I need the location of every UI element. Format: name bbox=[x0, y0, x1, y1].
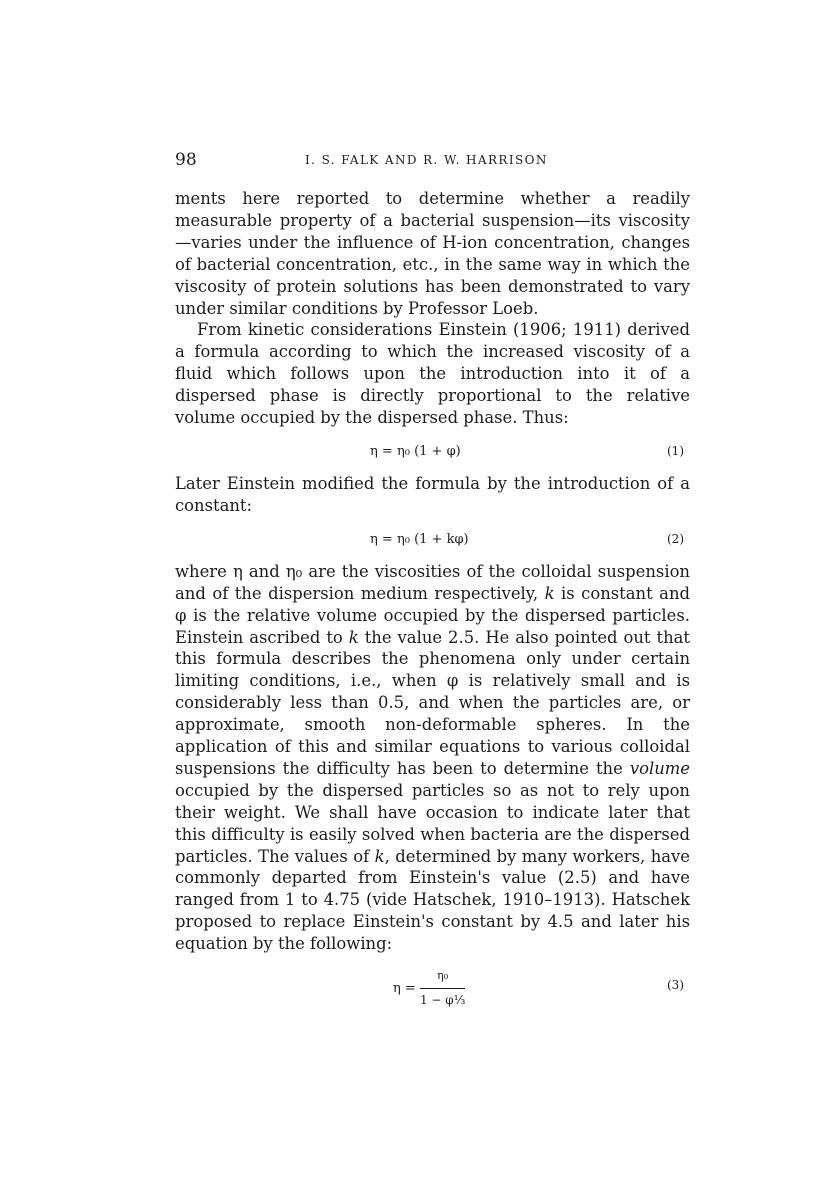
variable-k: k bbox=[348, 627, 359, 647]
paragraph-1: ments here reported to determine whether a readily measurable property of a bacterial suspension—its viscosity—varies under the influence of H-ion concentration, changes of bacterial concentration, etc., in the same way in which the viscosity of protein solutions has been demonstrated to vary under similar conditions by Professor Loeb. bbox=[175, 189, 690, 318]
paragraph-4-text-c: the value 2.5. He also pointed out that this formula describes the phenomena only under certain limiting conditions, i.e., when φ is relatively small and is considerably less than 0.5, and when the particles are, or approximate, smooth non-deformable spheres. In the application of this and similar equations to various colloidal suspensions the difficulty has been to determine the bbox=[175, 627, 690, 778]
paragraph-4-text-a: where η and η₀ are the viscosities of the colloidal suspension and of the dispersion medium respectively, bbox=[175, 561, 690, 603]
equation-1 bbox=[175, 433, 690, 469]
paragraph-2: From kinetic considerations Einstein (1906; 1911) derived a formula according to which the increased viscosity of a fluid which follows upon the introduction into it of a dispersed phase is directly proportional to the relative volume occupied by the dispersed phase. Thus: bbox=[175, 320, 690, 428]
paragraph-4-text-b: is constant and φ is the relative volume occupied by the dispersed particles. Einstein ascribed to bbox=[175, 583, 691, 647]
equation-3-fraction bbox=[420, 965, 465, 1012]
equation-2-expression: η = η₀ (1 + kφ) bbox=[370, 531, 469, 547]
paragraph-4-text-e: , determined by many workers, have commonly departed from Einstein's value (2.5) and have ranged from 1 to 4.75 (vide Hatschek, 1910–1913). Hatschek proposed to replace Einstein's constant by 4.5 and later his equation by the following: bbox=[175, 846, 690, 954]
paragraph-4-text-d: occupied by the dispersed particles so as not to rely upon their weight. We shall have occasion to indicate later that this difficulty is easily solved when bacteria are the dispersed particles. The values of bbox=[175, 780, 690, 866]
equation-1-expression: η = η₀ (1 + φ) bbox=[370, 443, 461, 459]
equation-3 bbox=[175, 963, 690, 1007]
equation-3-numerator: η₀ bbox=[420, 965, 465, 989]
variable-k: k bbox=[544, 583, 555, 603]
equation-3-expression bbox=[393, 965, 465, 1012]
page-number: 98 bbox=[175, 150, 197, 170]
page-header bbox=[175, 150, 690, 174]
equation-3-number: (3) bbox=[667, 978, 684, 993]
equation-1-number: (1) bbox=[667, 443, 684, 458]
equation-2 bbox=[175, 521, 690, 557]
paragraph-4 bbox=[175, 561, 690, 955]
running-head: I. S. FALK AND R. W. HARRISON bbox=[305, 153, 548, 167]
paragraph-3: Later Einstein modified the formula by the introduction of a constant: bbox=[175, 473, 690, 515]
equation-3-lhs: η = bbox=[393, 981, 416, 996]
body-text bbox=[175, 188, 690, 1011]
equation-2-number: (2) bbox=[667, 531, 684, 546]
equation-3-denominator: 1 − φ⅓ bbox=[419, 993, 466, 1007]
emphasis-volume: volume bbox=[629, 758, 690, 778]
variable-k: k bbox=[374, 846, 385, 866]
